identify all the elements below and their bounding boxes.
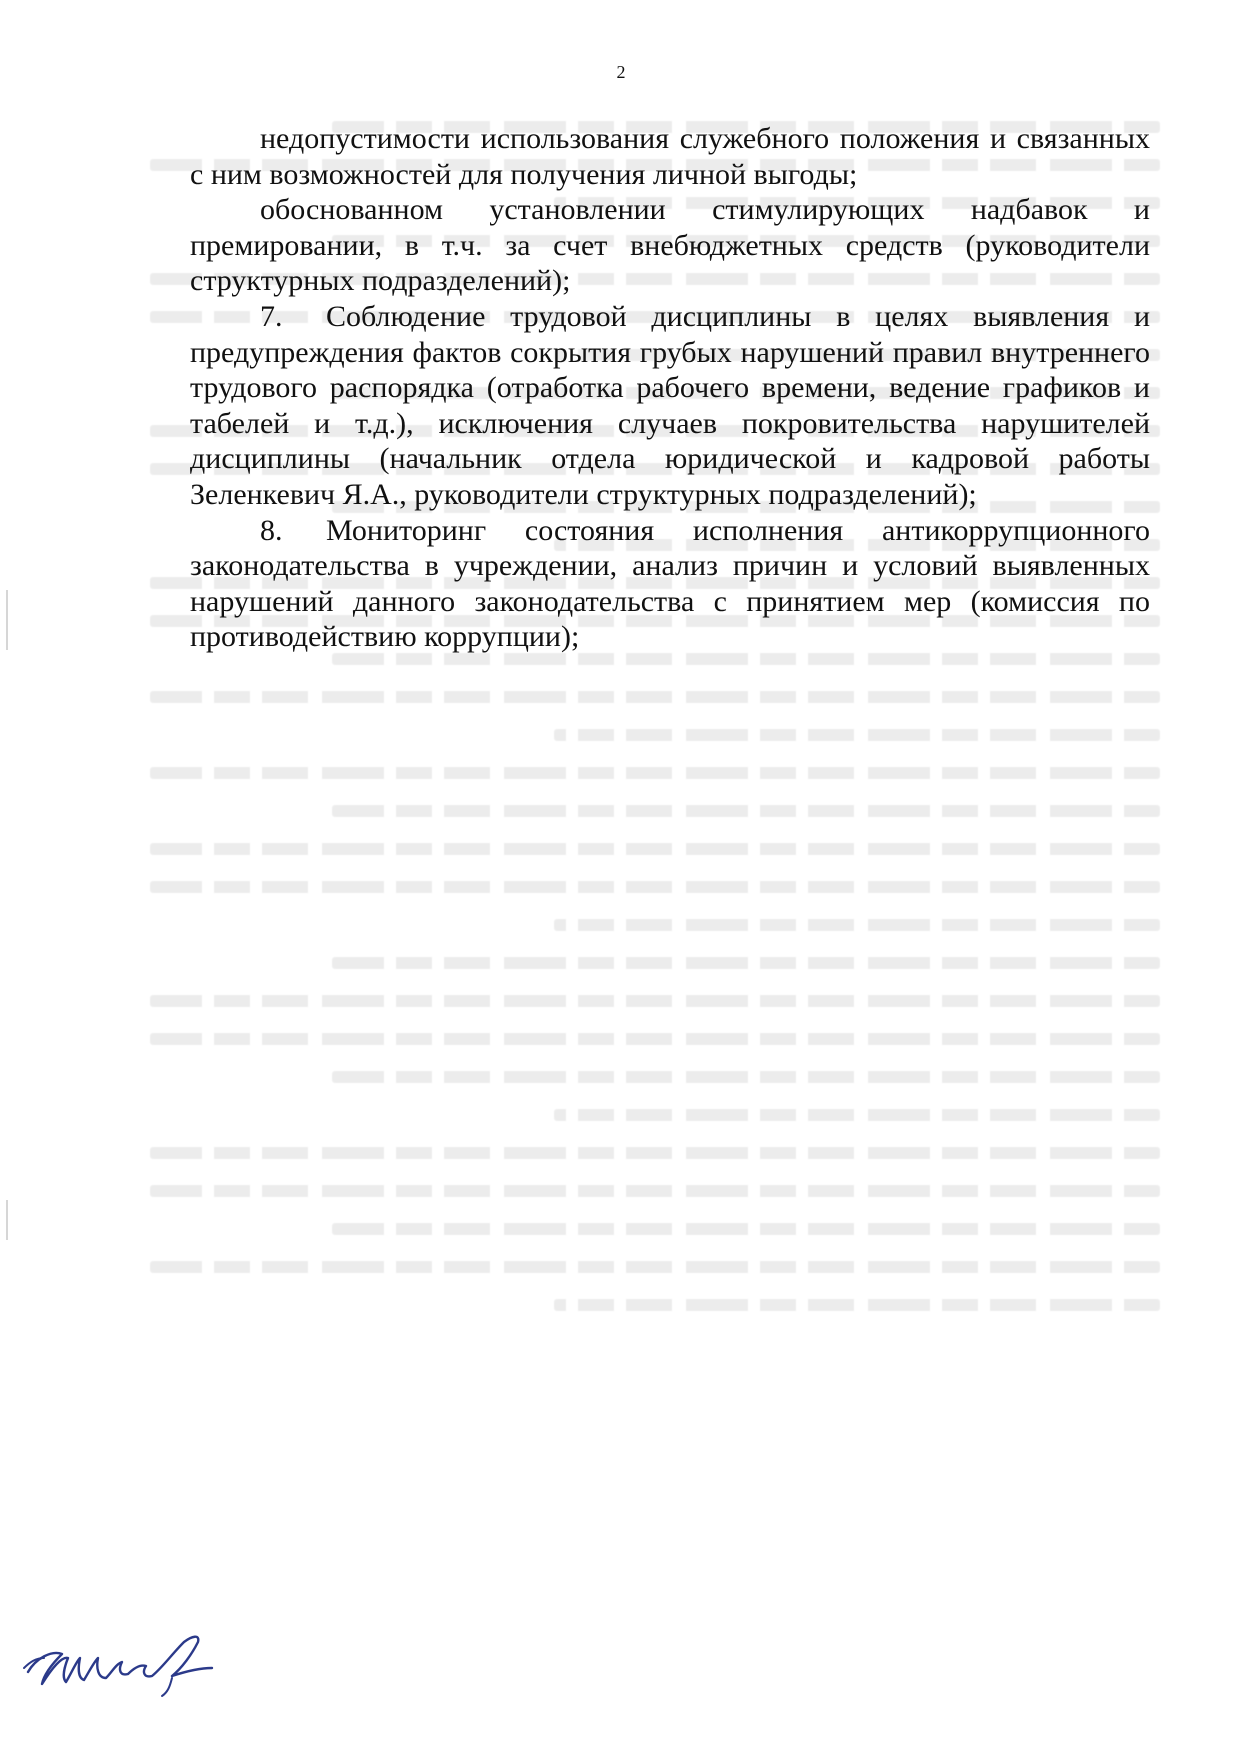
document-body	[190, 121, 1150, 655]
paragraph-numbered-8	[190, 513, 1150, 655]
paragraph-sub-item: обоснованном установлении стимулирующих надбавок и премировании, в т.ч. за счет внебюджетных средств (руководители структурных подразделений);	[190, 193, 1150, 298]
paragraph-continuation: недопустимости использования служебного положения и связанных с ним возможностей для получения личной выгоды;	[190, 122, 1150, 191]
paragraph-text: Соблюдение трудовой дисциплины в целях выявления и предупреждения фактов сокрытия грубых нарушений правил внутреннего трудового распорядка (отработка рабочего времени, ведение графиков и табелей и т.д.), исключения случаев покровительства нарушителей дисциплины (начальник отдела юридической и кадровой работы Зеленкевич Я.А., руководители структурных подразделений);	[190, 299, 1150, 511]
paragraph-number: 8.	[260, 513, 283, 547]
page-number: 2	[616, 62, 626, 82]
paragraph-number: 7.	[260, 299, 283, 333]
handwritten-signature-icon	[22, 1628, 232, 1698]
paragraph-text: Мониторинг состояния исполнения антикоррупционного законодательства в учреждении, анализ причин и условий выявленных нарушений данного законодательства с принятием мер (комиссия по противодействию коррупции);	[190, 513, 1150, 654]
scan-margin-mark	[6, 590, 8, 650]
paragraph-numbered-7	[190, 299, 1150, 513]
scan-margin-mark	[6, 1200, 8, 1240]
